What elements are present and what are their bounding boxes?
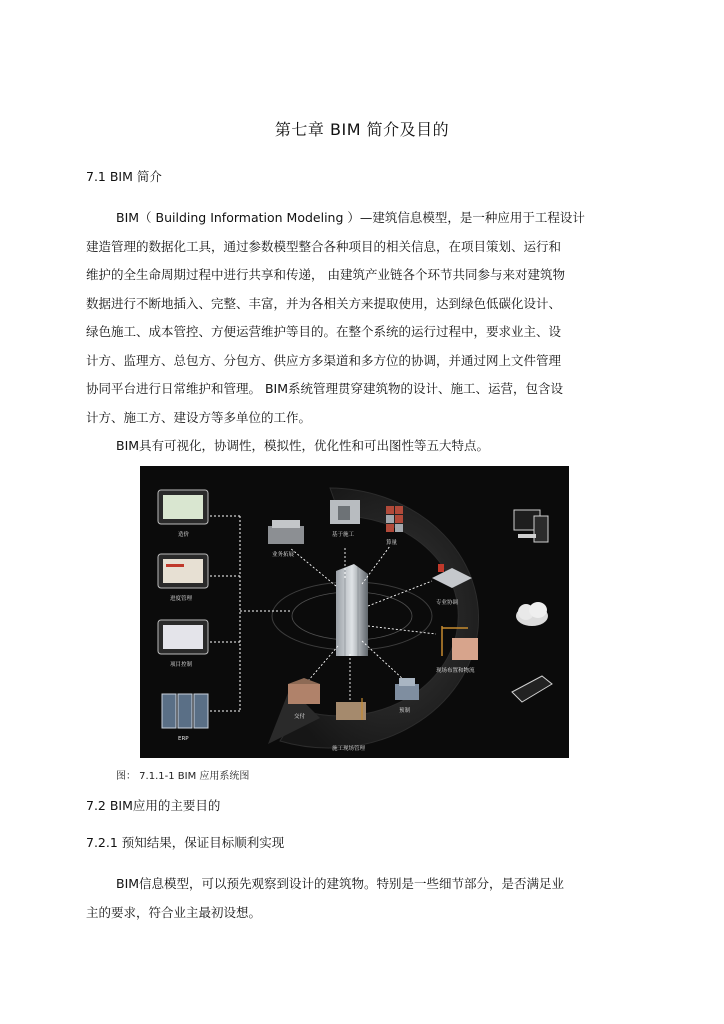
svg-text:造价: 造价 bbox=[178, 532, 190, 538]
paragraph-line: 建造管理的数据化工具，通过参数模型整合各种项目的相关信息，在项目策划、运行和 bbox=[86, 238, 562, 254]
device-control bbox=[158, 620, 208, 668]
paragraph-line: 维护的全生命周期过程中进行共享和传递， 由建筑产业链各个环节共同参与来对建筑物 bbox=[86, 267, 565, 282]
svg-text:交付: 交付 bbox=[294, 714, 306, 720]
svg-text:基于施工: 基于施工 bbox=[332, 532, 355, 538]
svg-text:算量: 算量 bbox=[386, 540, 398, 546]
cloud-icon bbox=[516, 602, 548, 626]
svg-text:业务拓展: 业务拓展 bbox=[272, 552, 295, 558]
server-erp-icon bbox=[162, 694, 208, 742]
bim-diagram bbox=[140, 466, 569, 758]
chapter-title: 第七章 BIM 简介及目的 bbox=[274, 120, 450, 139]
paragraph-line: 计方、监理方、总包方、分包方、供应方多渠道和多方位的协调，并通过网上文件管理 bbox=[86, 352, 562, 368]
bim-system-figure bbox=[140, 466, 569, 758]
mobile-device-icon bbox=[512, 676, 552, 702]
svg-text:项目控制: 项目控制 bbox=[170, 662, 193, 668]
paragraph-line: BIM信息模型，可以预先观察到设计的建筑物。特别是一些细节部分，是否满足业 bbox=[116, 876, 565, 891]
svg-text:现场布置和物流: 现场布置和物流 bbox=[436, 668, 475, 674]
paragraph-line: 计方、施工方、建设方等多单位的工作。 bbox=[86, 409, 312, 425]
section-heading-7-2: 7.2 BIM应用的主要目的 bbox=[86, 798, 221, 813]
desktop-computer-icon bbox=[514, 510, 548, 542]
prediction-paragraph bbox=[86, 870, 622, 927]
paragraph-line: BIM（ Building Information Modeling ）—建筑信息模型，是一种应用于工程设计 bbox=[116, 210, 585, 225]
svg-text:专业协调: 专业协调 bbox=[436, 600, 459, 606]
section-heading-7-1: 7.1 BIM 简介 bbox=[86, 169, 162, 184]
paragraph-line: 数据进行不断地插入、完整、丰富，并为各相关方来提取使用，达到绿色低碳化设计、 bbox=[86, 295, 562, 311]
module-business-expansion bbox=[268, 520, 304, 558]
paragraph-line: 绿色施工、成本管控、方便运营维护等目的。在整个系统的运行过程中，要求业主、设 bbox=[86, 324, 562, 339]
device-cost bbox=[158, 490, 208, 538]
svg-text:ERP: ERP bbox=[178, 736, 189, 742]
module-construction-based bbox=[330, 500, 360, 538]
features-text: BIM具有可视化，协调性，模拟性，优化性和可出图性等五大特点。 bbox=[116, 438, 490, 453]
intro-paragraph bbox=[86, 204, 622, 432]
paragraph-line: 协同平台进行日常维护和管理。 BIM系统管理贯穿建筑物的设计、施工、运营，包含设 bbox=[86, 381, 564, 396]
features-paragraph bbox=[86, 432, 622, 461]
svg-text:进度管理: 进度管理 bbox=[170, 596, 193, 602]
paragraph-line: 主的要求，符合业主最初设想。 bbox=[86, 904, 262, 920]
device-schedule bbox=[158, 554, 208, 602]
svg-text:施工现场管理: 施工现场管理 bbox=[332, 746, 366, 752]
figure-caption: 图： 7.1.1-1 BIM 应用系统图 bbox=[116, 771, 250, 782]
svg-text:预制: 预制 bbox=[399, 708, 411, 714]
section-heading-7-2-1: 7.2.1 预知结果，保证目标顺利实现 bbox=[86, 835, 285, 850]
